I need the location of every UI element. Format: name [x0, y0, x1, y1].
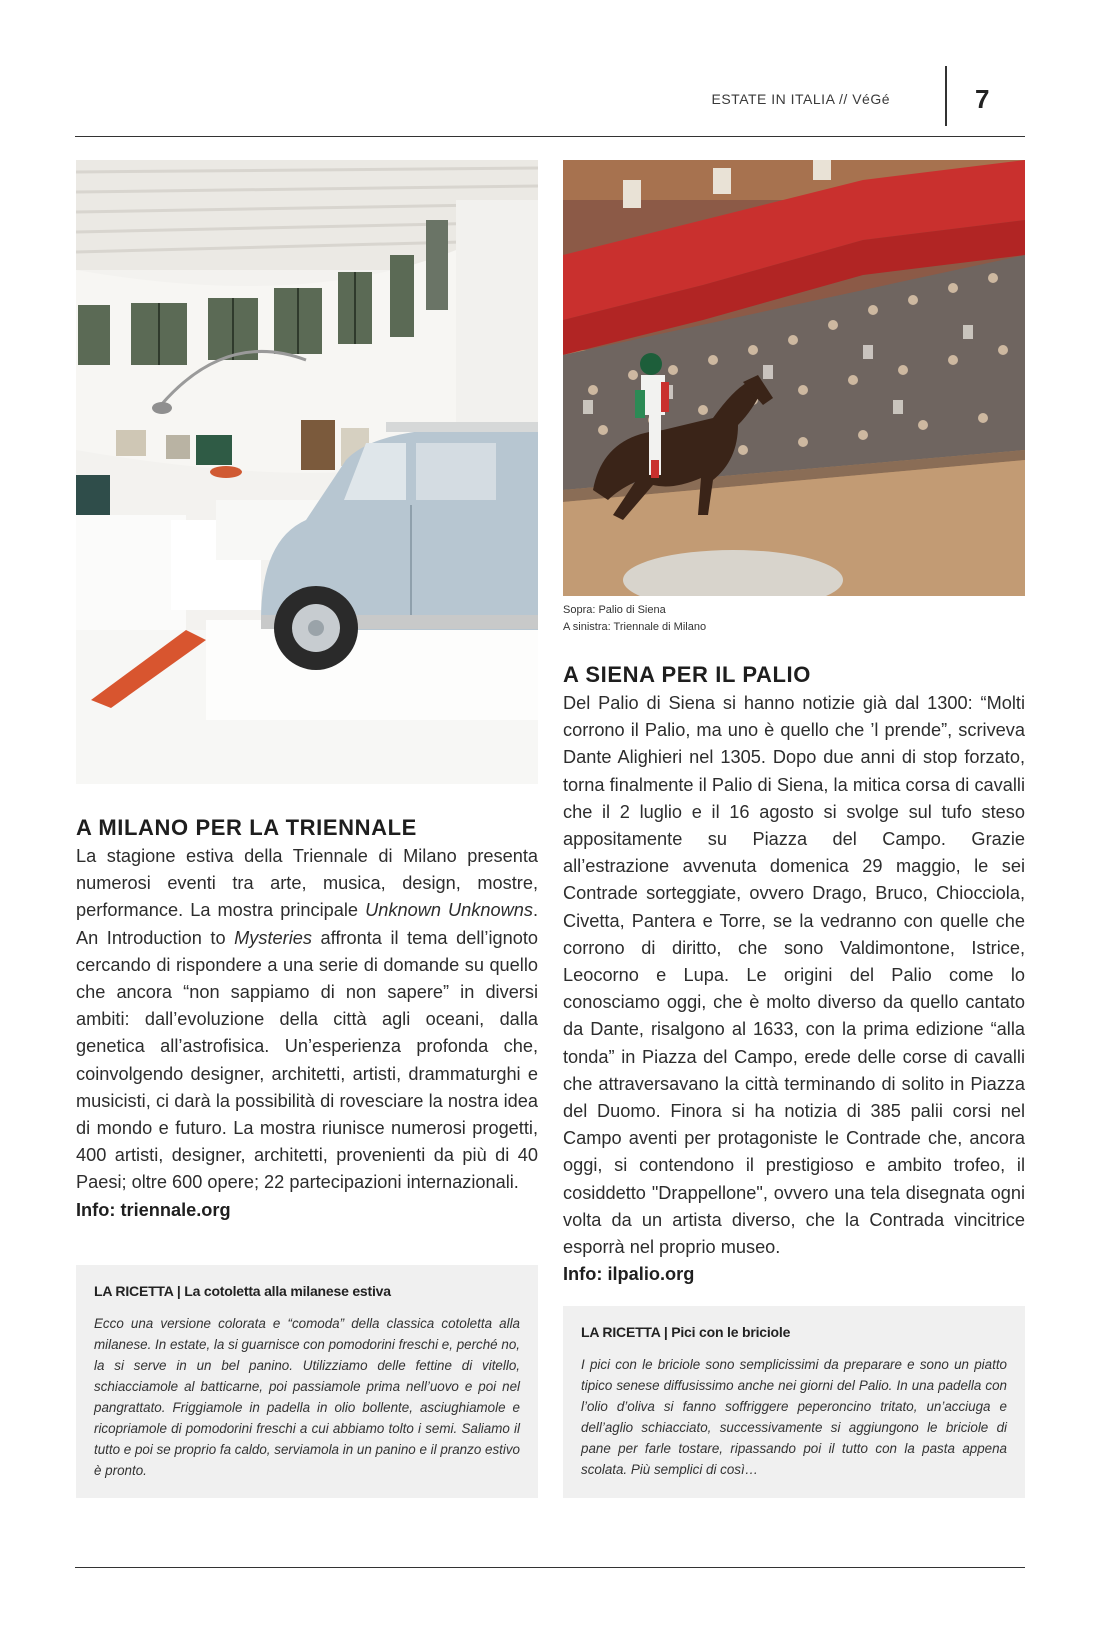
- milano-recipe-box: [76, 1265, 538, 1498]
- milano-text: . An Introduction to: [76, 900, 539, 948]
- siena-info-link[interactable]: Info: ilpalio.org: [563, 1264, 695, 1285]
- page-number: 7: [975, 84, 990, 114]
- caption-line: A sinistra: Triennale di Milano: [563, 621, 707, 633]
- header-title: ESTATE IN ITALIA // VéGé: [711, 91, 890, 107]
- milano-exhibition-title: Unknown Unknowns: [365, 900, 533, 921]
- siena-text: Del Palio di Siena si hanno notizie già dal 1300: “Molti corrono il Palio, ma uno è quello che ’l prende”, scriveva Dante Alighieri nel 1305. Dopo due anni di stop forzato, torna finalmente il Palio di Siena, la mitica corsa di cavalli che il 2 luglio e il 16 agosto si svolge sul tufo steso appositamente su Piazza del Campo. Grazie all’estrazione avvenuta domenica 29 maggio, le sei Contrade sorteggiate, ovvero Drago, Bruco, Chiocciola, Civetta, Pantera e Torre, se la vedranno con quelle che corrono di diritto, che sono Valdimontone, Istrice, Leocorno e Lupa. Le origini del Palio come lo conosciamo oggi, che è molto diverso da quello cantato da Dante, risalgono al 1633, con la prima edizione “alla tonda” in Piazza del Campo, erede delle corse di cavalli che attraversavano la città terminando di solito in Piazza del Duomo. Finora si ha notizia di 385 palii corsi nel Campo aventi per protagoniste le Contrade che, ancora oggi, si contendono il prestigioso e ambito trofeo, il cosiddetto "Drappellone", ovvero una tela disegnata ogni volta da un artista diverso, che la Contrada vincitrice esporrà nel proprio museo.: [563, 693, 1025, 1258]
- milano-exhibition-subtitle: Mysteries: [234, 927, 312, 948]
- photo-caption: [563, 602, 706, 636]
- header-separator: [945, 66, 947, 126]
- milano-info-link[interactable]: Info: triennale.org: [76, 1199, 231, 1220]
- recipe-text: Ecco una versione colorata e “comoda” della classica cotoletta alla milanese. In estate, la si guarnisce con pomodorini freschi e, perché no, la si serve in un bel panino. Utilizziamo delle fettine di vitello, schiacciamole al batticarne, poi passiamole prima nell’uovo e poi nel pangrattato. Friggiamole in padella in olio bollente, asciughiamole e ricopriamole di pomodorini freschi a cui abbiamo tolto i semi. Saliamo il tutto e poi se proprio fa caldo, serviamola in un panino e il pranzo estivo è pronto.: [94, 1316, 520, 1478]
- recipe-text: I pici con le briciole sono semplicissimi da preparare e sono un piatto tipico senese diffusissimo anche nei giorni del Palio. In una padella con l’olio d’oliva si fanno soffriggere peperoncino tritato, un’acciuga e dell’aglio schiacciato, successivamente si aggiungono le briciole di pane per farle tostare, ripassando poi il tutto con la pasta appena scolata. Più semplici di così…: [581, 1357, 1007, 1477]
- siena-recipe-box: [563, 1306, 1025, 1498]
- siena-photo: [563, 160, 1025, 596]
- siena-title: A SIENA PER IL PALIO: [563, 662, 811, 687]
- milano-title: A MILANO PER LA TRIENNALE: [76, 815, 417, 840]
- milano-text: affronta il tema dell’ignoto cercando di rispondere a una serie di domande su quello che ancora “non sappiamo di non sapere” in diversi ambiti: dall’evoluzione della città agli oceani, dalla genetica all’astrofisica. Un’esperienza profonda che, coinvolgendo designer, architetti, artisti, drammaturghi e musicisti, ci darà la possibilità di rovesciare la nostra idea di mondo e futuro. La mostra riunisce numerosi progetti, 400 artisti, designer, architetti, provenienti da più di 40 Paesi; oltre 600 opere; 22 partecipazioni internazionali.: [76, 927, 538, 1193]
- bottom-divider: [75, 1567, 1025, 1568]
- caption-line: Sopra: Palio di Siena: [563, 604, 666, 616]
- milano-text: La stagione estiva della Triennale di Milano presenta numerosi eventi tra arte, musica, design, mostre, performance. La mostra principale: [76, 846, 538, 921]
- recipe-title: LA RICETTA | Pici con le briciole: [581, 1324, 791, 1340]
- top-divider: [75, 136, 1025, 137]
- milano-body: [76, 843, 538, 1224]
- recipe-title: LA RICETTA | La cotoletta alla milanese estiva: [94, 1283, 391, 1299]
- milano-photo: [76, 160, 538, 784]
- siena-body: [563, 690, 1025, 1288]
